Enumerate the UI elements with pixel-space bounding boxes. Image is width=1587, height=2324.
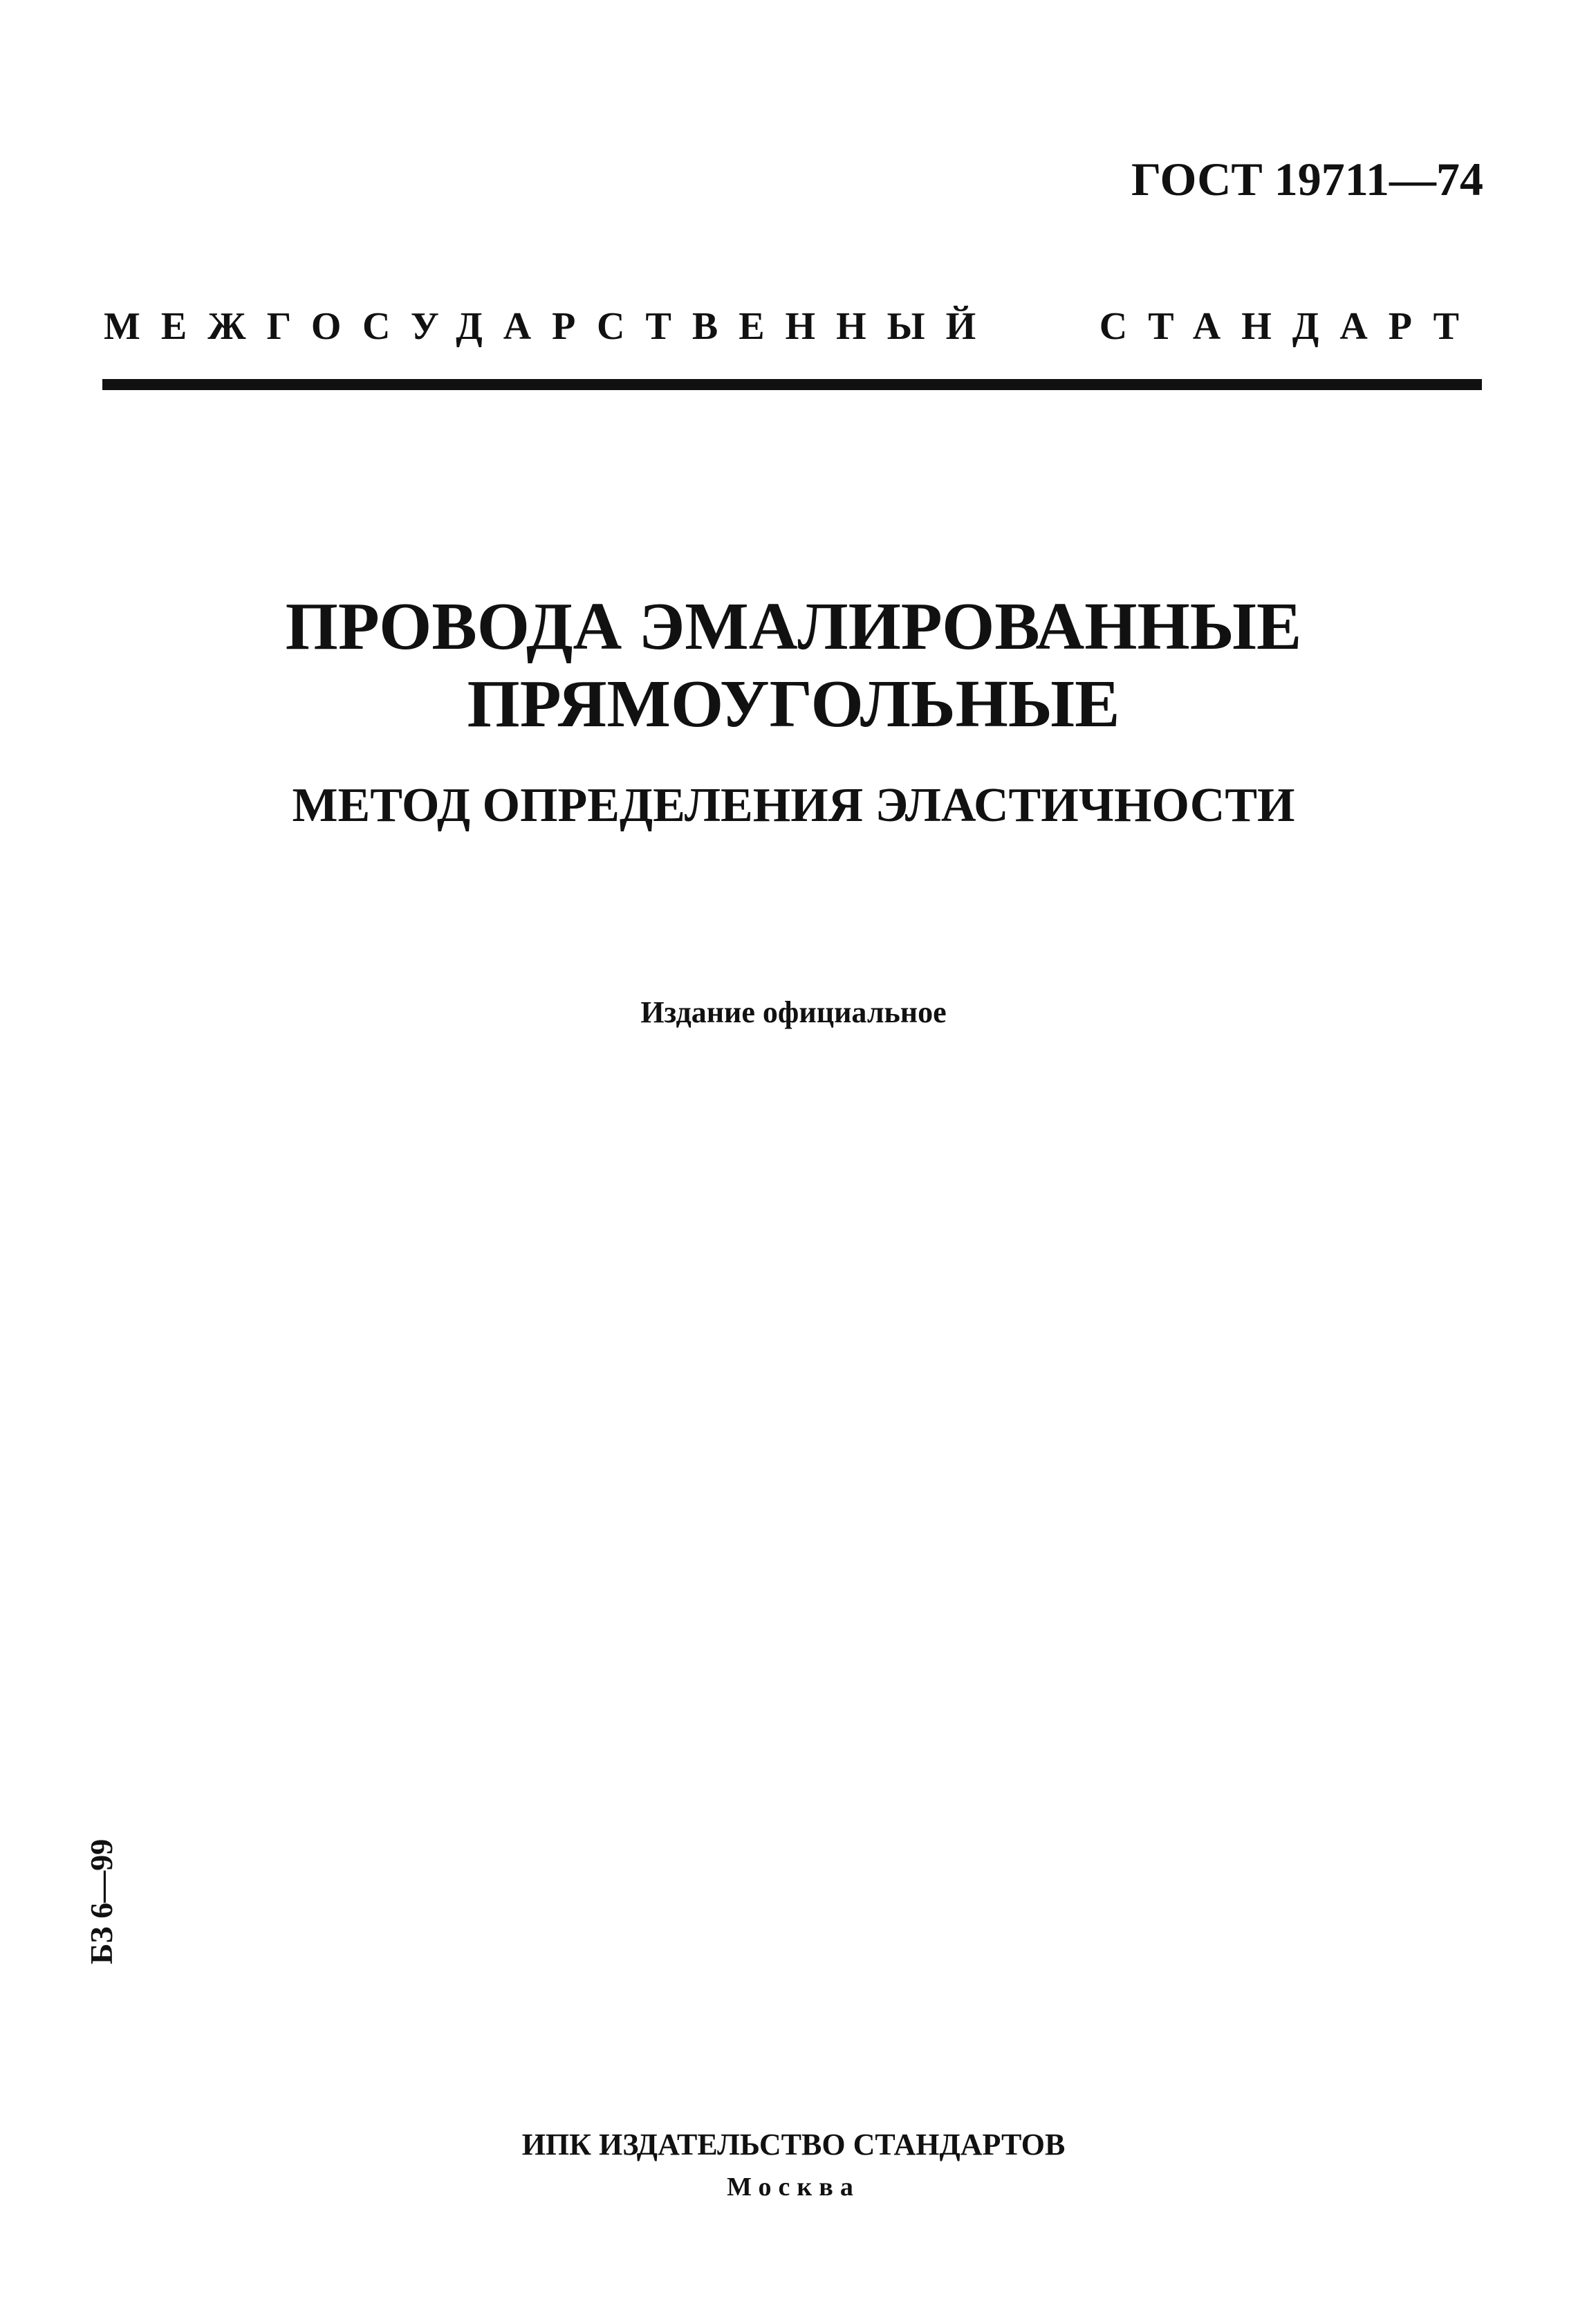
document-subtitle: МЕТОД ОПРЕДЕЛЕНИЯ ЭЛАСТИЧНОСТИ [292,779,1295,832]
standard-number: ГОСТ 19711—74 [1131,153,1483,205]
header-caption [104,304,1480,349]
publisher: ИПК ИЗДАТЕЛЬСТВО СТАНДАРТОВ [521,2128,1066,2161]
edition-note: Издание официальное [640,995,947,1029]
title-line-1: ПРОВОДА ЭМАЛИРОВАННЫЕ [285,589,1302,664]
header-caption-word-1: МЕЖГОСУДАРСТВЕННЫЙ [104,305,997,348]
header-caption-word-2: СТАНДАРТ [1099,305,1480,348]
side-code: БЗ 6—99 [84,1838,119,1964]
title-line-2: ПРЯМОУГОЛЬНЫЕ [467,667,1120,741]
publisher-city: Москва [727,2173,860,2202]
header-rule [102,379,1482,390]
document-title [0,588,1587,743]
